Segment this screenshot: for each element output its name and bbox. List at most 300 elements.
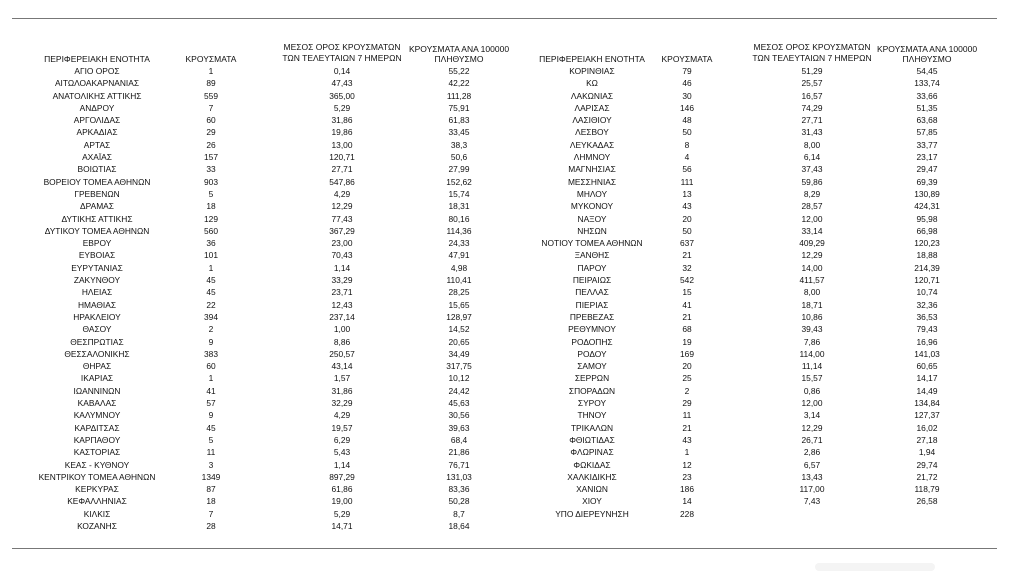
per100k-cell: 36,53 <box>916 311 938 322</box>
per100k-cell: 111,28 <box>446 90 472 101</box>
per100k-cell: 54,45 <box>916 66 938 76</box>
avg-cell: 27,71 <box>331 164 353 175</box>
avg-cell: 409,29 <box>799 238 825 249</box>
per100k-cell: 33,66 <box>916 90 938 101</box>
avg-cell: 28,57 <box>801 201 823 212</box>
per100k-cell: 27,99 <box>448 164 470 175</box>
cases-cell: 32 <box>682 262 692 273</box>
avg-cell: 411,57 <box>799 275 825 286</box>
region-cell: ΚΕΦΑΛΛΗΝΙΑΣ <box>67 496 127 507</box>
per100k-cell: 120,71 <box>914 275 940 286</box>
cases-cell: 11 <box>682 410 692 421</box>
cases-cell: 903 <box>204 176 218 187</box>
avg-cell: 0,86 <box>803 385 821 396</box>
cases-cell: 45 <box>206 275 216 286</box>
cases-cell: 4 <box>684 152 690 163</box>
region-cell: ΜΥΚΟΝΟΥ <box>570 201 614 212</box>
region-cell: ΠΑΡΟΥ <box>577 262 607 273</box>
cases-cell: 89 <box>206 78 216 89</box>
cases-cell: 157 <box>204 152 218 163</box>
cases-cell: 29 <box>206 127 216 138</box>
avg-cell: 0,14 <box>333 66 351 76</box>
region-cell: ΑΡΤΑΣ <box>83 139 111 150</box>
avg-cell: 6,57 <box>803 459 821 470</box>
region-cell: ΑΝΔΡΟΥ <box>79 102 115 113</box>
cases-cell: 21 <box>682 250 692 261</box>
per100k-cell: 42,22 <box>448 78 470 89</box>
per100k-cell: 8,7 <box>453 508 465 519</box>
cases-cell: 8 <box>684 139 690 150</box>
per100k-cell: 15,65 <box>448 299 470 310</box>
region-cell: ΧΑΝΙΩΝ <box>576 484 608 495</box>
cases-cell: 394 <box>204 311 218 322</box>
region-cell: ΣΥΡΟΥ <box>577 398 607 409</box>
region-cell: ΛΑΡΙΣΑΣ <box>574 102 610 113</box>
per100k-cell: 18,88 <box>916 250 938 261</box>
region-cell: ΗΡΑΚΛΕΙΟΥ <box>73 311 121 322</box>
per100k-cell: 20,65 <box>448 336 470 347</box>
per100k-cell: 128,97 <box>446 311 472 322</box>
per100k-cell: 76,71 <box>448 459 470 470</box>
region-cell: ΚΕΝΤΡΙΚΟΥ ΤΟΜΕΑ ΑΘΗΝΩΝ <box>38 471 156 482</box>
per100k-cell: 45,63 <box>448 398 470 409</box>
cases-cell: 45 <box>206 422 216 433</box>
avg-cell: 6,29 <box>333 434 351 445</box>
region-cell: ΚΙΛΚΙΣ <box>83 508 111 519</box>
cases-cell: 21 <box>682 311 692 322</box>
avg-cell: 18,71 <box>801 299 823 310</box>
cases-cell: 41 <box>206 385 216 396</box>
per100k-cell: 60,65 <box>916 361 938 372</box>
avg-cell: 61,86 <box>331 484 353 495</box>
region-cell: ΕΒΡΟΥ <box>82 238 112 249</box>
avg-cell: 31,43 <box>801 127 823 138</box>
region-cell: ΠΕΛΛΑΣ <box>575 287 609 298</box>
region-cell: ΑΓΙΟ ΟΡΟΣ <box>74 66 120 76</box>
header-per100k <box>862 44 992 64</box>
avg-cell: 1,57 <box>333 373 351 384</box>
region-cell: ΜΕΣΣΗΝΙΑΣ <box>567 176 617 187</box>
region-cell: ΝΗΣΩΝ <box>577 225 607 236</box>
avg-cell: 6,14 <box>803 152 821 163</box>
cases-cell: 9 <box>208 410 214 421</box>
avg-cell: 23,00 <box>331 238 353 249</box>
avg-cell: 5,29 <box>333 102 351 113</box>
cases-cell: 23 <box>682 471 692 482</box>
avg-cell: 47,43 <box>331 78 353 89</box>
region-cell: ΣΠΟΡΑΔΩΝ <box>568 385 616 396</box>
cases-cell: 2 <box>684 385 690 396</box>
cases-cell: 41 <box>682 299 692 310</box>
per100k-cell: 214,39 <box>914 262 940 273</box>
header-avg-line2: ΤΩΝ ΤΕΛΕΥΤΑΙΩΝ 7 ΗΜΕΡΩΝ <box>282 53 402 63</box>
avg-cell: 7,86 <box>803 336 821 347</box>
cases-cell: 13 <box>682 188 692 199</box>
cases-cell: 50 <box>682 127 692 138</box>
region-cell: ΑΝΑΤΟΛΙΚΗΣ ΑΤΤΙΚΗΣ <box>52 90 142 101</box>
region-cell: ΘΕΣΣΑΛΟΝΙΚΗΣ <box>64 348 130 359</box>
avg-cell: 33,14 <box>801 225 823 236</box>
cases-cell: 383 <box>204 348 218 359</box>
per100k-cell: 18,31 <box>448 201 470 212</box>
cases-cell: 36 <box>206 238 216 249</box>
region-cell: ΠΡΕΒΕΖΑΣ <box>569 311 615 322</box>
per100k-cell: 15,74 <box>448 188 470 199</box>
per100k-cell: 424,31 <box>914 201 940 212</box>
cases-cell: 56 <box>682 164 692 175</box>
cases-cell: 7 <box>208 508 214 519</box>
region-cell: ΔΥΤΙΚΗΣ ΑΤΤΙΚΗΣ <box>61 213 133 224</box>
per100k-cell: 30,56 <box>448 410 470 421</box>
avg-cell: 26,71 <box>801 434 823 445</box>
bottom-rule <box>12 548 997 549</box>
region-cell: ΘΗΡΑΣ <box>82 361 112 372</box>
region-cell: ΚΩ <box>586 78 598 89</box>
avg-cell: 16,57 <box>801 90 823 101</box>
cases-cell: 5 <box>208 188 214 199</box>
header-avg-line2: ΤΩΝ ΤΕΛΕΥΤΑΙΩΝ 7 ΗΜΕΡΩΝ <box>752 53 872 63</box>
region-cell: ΣΕΡΡΩΝ <box>574 373 610 384</box>
region-cell: ΘΕΣΠΡΩΤΙΑΣ <box>70 336 124 347</box>
region-cell: ΚΕΡΚΥΡΑΣ <box>75 484 119 495</box>
cases-cell: 20 <box>682 361 692 372</box>
per100k-cell: 110,41 <box>446 275 472 286</box>
avg-cell: 25,57 <box>801 78 823 89</box>
per100k-cell: 18,64 <box>448 520 470 531</box>
top-rule <box>12 18 997 19</box>
header-per-line2: ΠΛΗΘΥΣΜΟ <box>902 54 952 64</box>
region-cell: ΠΙΕΡΙΑΣ <box>575 299 609 310</box>
avg-cell: 39,43 <box>801 324 823 335</box>
region-cell: ΛΑΚΩΝΙΑΣ <box>570 90 614 101</box>
cases-cell: 111 <box>680 176 694 187</box>
per100k-cell: 47,91 <box>448 250 470 261</box>
region-cell: ΝΟΤΙΟΥ ΤΟΜΕΑ ΑΘΗΝΩΝ <box>541 238 643 249</box>
avg-cell: 14,71 <box>331 520 353 531</box>
cases-cell: 28 <box>206 520 216 531</box>
cases-cell: 26 <box>206 139 216 150</box>
cases-cell: 50 <box>682 225 692 236</box>
cases-cell: 45 <box>206 287 216 298</box>
region-cell: ΛΗΜΝΟΥ <box>573 152 611 163</box>
per100k-cell: 14,49 <box>916 385 938 396</box>
region-cell: ΕΥΡΥΤΑΝΙΑΣ <box>71 262 123 273</box>
region-cell: ΗΜΑΘΙΑΣ <box>77 299 117 310</box>
region-cell: ΒΟΙΩΤΙΑΣ <box>77 164 117 175</box>
per100k-cell: 133,74 <box>914 78 940 89</box>
cases-cell: 87 <box>206 484 216 495</box>
avg-cell: 12,00 <box>801 213 823 224</box>
region-cell: ΗΛΕΙΑΣ <box>81 287 113 298</box>
avg-cell: 13,00 <box>331 139 353 150</box>
per100k-cell: 130,89 <box>914 188 940 199</box>
cases-cell: 57 <box>206 398 216 409</box>
cases-cell: 46 <box>682 78 692 89</box>
cases-cell: 637 <box>680 238 694 249</box>
cases-cell: 25 <box>682 373 692 384</box>
avg-cell: 12,29 <box>801 422 823 433</box>
avg-cell: 27,71 <box>801 115 823 126</box>
avg-cell: 237,14 <box>329 311 355 322</box>
region-cell: ΧΑΛΚΙΔΙΚΗΣ <box>567 471 617 482</box>
avg-cell: 1,14 <box>333 459 351 470</box>
per100k-cell: 24,42 <box>448 385 470 396</box>
avg-cell: 59,86 <box>801 176 823 187</box>
avg-cell: 13,43 <box>801 471 823 482</box>
cases-cell: 60 <box>206 361 216 372</box>
per100k-cell: 141,03 <box>914 348 940 359</box>
avg-cell: 14,00 <box>801 262 823 273</box>
per100k-cell: 50,6 <box>450 152 468 163</box>
region-cell: ΔΡΑΜΑΣ <box>80 201 114 212</box>
per100k-cell: 69,39 <box>916 176 938 187</box>
per100k-cell: 118,79 <box>914 484 940 495</box>
cases-cell: 68 <box>682 324 692 335</box>
per100k-cell: 317,75 <box>446 361 472 372</box>
avg-cell: 120,71 <box>329 152 355 163</box>
per100k-cell: 114,36 <box>446 225 472 236</box>
per100k-cell: 63,68 <box>916 115 938 126</box>
cases-cell: 5 <box>208 434 214 445</box>
region-cell: ΚΑΡΠΑΘΟΥ <box>73 434 121 445</box>
region-cell: ΛΕΣΒΟΥ <box>575 127 609 138</box>
avg-cell: 2,86 <box>803 447 821 458</box>
cases-cell: 43 <box>682 201 692 212</box>
avg-cell: 5,43 <box>333 447 351 458</box>
cases-cell: 560 <box>204 225 218 236</box>
avg-cell: 1,14 <box>333 262 351 273</box>
region-cell: ΑΧΑΪΑΣ <box>82 152 112 163</box>
cases-cell: 12 <box>682 459 692 470</box>
cases-cell: 30 <box>682 90 692 101</box>
region-cell: ΞΑΝΘΗΣ <box>574 250 610 261</box>
per100k-cell: 16,02 <box>916 422 938 433</box>
cases-cell: 60 <box>206 115 216 126</box>
per100k-cell: 131,03 <box>446 471 472 482</box>
avg-cell: 547,86 <box>329 176 355 187</box>
avg-cell: 7,43 <box>803 496 821 507</box>
per100k-cell: 120,23 <box>914 238 940 249</box>
region-cell: ΦΘΙΩΤΙΔΑΣ <box>569 434 615 445</box>
cases-cell: 11 <box>206 447 216 458</box>
per100k-cell: 24,33 <box>448 238 470 249</box>
region-cell: ΝΑΞΟΥ <box>577 213 607 224</box>
per100k-cell: 14,52 <box>448 324 470 335</box>
header-avg <box>277 42 407 64</box>
region-cell: ΓΡΕΒΕΝΩΝ <box>74 188 120 199</box>
per100k-cell: 16,96 <box>916 336 938 347</box>
header-per-line1: ΚΡΟΥΣΜΑΤΑ ΑΝΑ 100000 <box>408 44 510 54</box>
per100k-cell: 32,36 <box>916 299 938 310</box>
cases-cell: 15 <box>682 287 692 298</box>
per100k-cell: 51,35 <box>916 102 938 113</box>
avg-cell: 250,57 <box>329 348 355 359</box>
region-cell: ΚΟΖΑΝΗΣ <box>77 520 117 531</box>
per100k-cell: 79,43 <box>916 324 938 335</box>
avg-cell: 31,86 <box>331 385 353 396</box>
region-cell: ΒΟΡΕΙΟΥ ΤΟΜΕΑ ΑΘΗΝΩΝ <box>43 176 151 187</box>
cases-cell: 33 <box>206 164 216 175</box>
per100k-cell: 57,85 <box>916 127 938 138</box>
avg-cell: 367,29 <box>329 225 355 236</box>
cases-cell: 20 <box>682 213 692 224</box>
per100k-cell: 29,74 <box>916 459 938 470</box>
per100k-cell: 14,17 <box>916 373 938 384</box>
avg-cell: 11,14 <box>801 361 823 372</box>
header-per-line1: ΚΡΟΥΣΜΑΤΑ ΑΝΑ 100000 <box>876 44 978 54</box>
region-cell: ΠΕΙΡΑΙΩΣ <box>572 275 612 286</box>
region-cell: ΡΟΔΟΥ <box>577 348 607 359</box>
per100k-cell: 29,47 <box>916 164 938 175</box>
avg-cell: 8,00 <box>803 287 821 298</box>
cases-cell: 43 <box>682 434 692 445</box>
cases-cell: 19 <box>682 336 692 347</box>
cases-cell: 542 <box>680 275 694 286</box>
region-cell: ΡΕΘΥΜΝΟΥ <box>568 324 616 335</box>
region-cell: ΚΑΣΤΟΡΙΑΣ <box>73 447 121 458</box>
avg-cell: 19,57 <box>331 422 353 433</box>
cases-cell: 9 <box>208 336 214 347</box>
per100k-cell: 75,91 <box>448 102 470 113</box>
avg-cell: 12,00 <box>801 398 823 409</box>
cases-cell: 1 <box>684 447 690 458</box>
per100k-cell: 28,25 <box>448 287 470 298</box>
cases-cell: 3 <box>208 459 214 470</box>
avg-cell: 32,29 <box>331 398 353 409</box>
avg-cell: 74,29 <box>801 102 823 113</box>
per100k-cell: 21,72 <box>916 471 938 482</box>
per100k-cell: 10,74 <box>916 287 938 298</box>
avg-cell: 4,29 <box>333 188 351 199</box>
region-cell: ΚΕΑΣ - ΚΥΘΝΟΥ <box>64 459 130 470</box>
scan-smudge <box>815 563 935 571</box>
header-region: ΠΕΡΙΦΕΡΕΙΑΚΗ ΕΝΟΤΗΤΑ <box>44 54 150 64</box>
cases-cell: 14 <box>682 496 692 507</box>
per100k-cell: 38,3 <box>450 139 468 150</box>
avg-cell: 31,86 <box>331 115 353 126</box>
per100k-cell: 134,84 <box>914 398 940 409</box>
avg-cell: 114,00 <box>799 348 825 359</box>
region-cell: ΦΩΚΙΔΑΣ <box>573 459 611 470</box>
region-cell: ΜΑΓΝΗΣΙΑΣ <box>568 164 616 175</box>
per100k-cell: 152,62 <box>446 176 472 187</box>
avg-cell: 12,29 <box>801 250 823 261</box>
cases-cell: 101 <box>204 250 218 261</box>
header-avg-line1: ΜΕΣΟΣ ΟΡΟΣ ΚΡΟΥΣΜΑΤΩΝ <box>283 42 401 52</box>
per100k-cell: 23,17 <box>916 152 938 163</box>
cases-cell: 169 <box>680 348 694 359</box>
avg-cell: 23,71 <box>331 287 353 298</box>
per100k-cell: 26,58 <box>916 496 938 507</box>
per100k-cell: 68,4 <box>450 434 468 445</box>
avg-cell: 10,86 <box>801 311 823 322</box>
region-cell: ΑΙΤΩΛΟΑΚΑΡΝΑΝΙΑΣ <box>54 78 140 89</box>
avg-cell: 33,29 <box>331 275 353 286</box>
region-cell: ΣΑΜΟΥ <box>577 361 607 372</box>
region-cell: ΦΛΩΡΙΝΑΣ <box>570 447 614 458</box>
cases-cell: 186 <box>680 484 694 495</box>
header-region: ΠΕΡΙΦΕΡΕΙΑΚΗ ΕΝΟΤΗΤΑ <box>539 54 645 64</box>
region-cell: ΑΡΓΟΛΙΔΑΣ <box>73 115 121 126</box>
avg-cell: 15,57 <box>801 373 823 384</box>
per100k-cell: 34,49 <box>448 348 470 359</box>
avg-cell: 117,00 <box>799 484 825 495</box>
per100k-cell: 33,45 <box>448 127 470 138</box>
avg-cell: 8,86 <box>333 336 351 347</box>
avg-cell: 12,29 <box>331 201 353 212</box>
avg-cell: 365,00 <box>329 90 355 101</box>
per100k-cell: 1,94 <box>918 447 936 458</box>
avg-cell: 43,14 <box>331 361 353 372</box>
cases-cell: 22 <box>206 299 216 310</box>
avg-cell: 51,29 <box>801 66 823 76</box>
cases-cell: 2 <box>208 324 214 335</box>
region-cell: ΖΑΚΥΝΘΟΥ <box>73 275 121 286</box>
header-avg-line1: ΜΕΣΟΣ ΟΡΟΣ ΚΡΟΥΣΜΑΤΩΝ <box>753 42 871 52</box>
avg-cell: 77,43 <box>331 213 353 224</box>
cases-cell: 1 <box>208 262 214 273</box>
cases-cell: 1349 <box>201 471 221 482</box>
region-cell: ΛΕΥΚΑΔΑΣ <box>569 139 615 150</box>
avg-cell: 8,00 <box>803 139 821 150</box>
region-cell: ΜΗΛΟΥ <box>576 188 608 199</box>
avg-cell: 5,29 <box>333 508 351 519</box>
per100k-cell: 50,28 <box>448 496 470 507</box>
region-cell: ΚΑΛΥΜΝΟΥ <box>73 410 121 421</box>
region-cell: ΛΑΣΙΘΙΟΥ <box>572 115 612 126</box>
avg-cell: 70,43 <box>331 250 353 261</box>
per100k-cell: 27,18 <box>916 434 938 445</box>
header-avg <box>747 42 877 64</box>
cases-cell: 21 <box>682 422 692 433</box>
cases-cell: 1 <box>208 66 214 76</box>
header-per100k <box>400 44 518 64</box>
avg-cell: 19,86 <box>331 127 353 138</box>
avg-cell: 8,29 <box>803 188 821 199</box>
region-cell: ΙΩΑΝΝΙΝΩΝ <box>73 385 121 396</box>
per100k-cell: 4,98 <box>450 262 468 273</box>
cases-cell: 29 <box>682 398 692 409</box>
per100k-cell: 127,37 <box>914 410 940 421</box>
region-cell: ΚΑΒΑΛΑΣ <box>77 398 117 409</box>
cases-cell: 18 <box>206 201 216 212</box>
cases-cell: 146 <box>680 102 694 113</box>
region-cell: ΤΡΙΚΑΛΩΝ <box>570 422 614 433</box>
cases-cell: 129 <box>204 213 218 224</box>
region-cell: ΑΡΚΑΔΙΑΣ <box>76 127 118 138</box>
region-cell: ΔΥΤΙΚΟΥ ΤΟΜΕΑ ΑΘΗΝΩΝ <box>44 225 150 236</box>
region-cell: ΕΥΒΟΙΑΣ <box>78 250 116 261</box>
per100k-cell: 21,86 <box>448 447 470 458</box>
region-cell: ΘΑΣΟΥ <box>82 324 112 335</box>
per100k-cell: 10,12 <box>448 373 470 384</box>
avg-cell: 12,43 <box>331 299 353 310</box>
per100k-cell: 33,77 <box>916 139 938 150</box>
avg-cell: 897,29 <box>329 471 355 482</box>
avg-cell: 3,14 <box>803 410 821 421</box>
region-cell: ΚΑΡΔΙΤΣΑΣ <box>74 422 120 433</box>
per100k-cell: 39,63 <box>448 422 470 433</box>
cases-cell: 79 <box>682 66 692 76</box>
cases-cell: 559 <box>204 90 218 101</box>
cases-cell: 7 <box>208 102 214 113</box>
header-per-line2: ΠΛΗΘΥΣΜΟ <box>434 54 484 64</box>
per100k-cell: 95,98 <box>916 213 938 224</box>
per100k-cell: 66,98 <box>916 225 938 236</box>
header-cases: ΚΡΟΥΣΜΑΤΑ <box>185 54 237 64</box>
region-cell: ΚΟΡΙΝΘΙΑΣ <box>569 66 615 76</box>
cases-cell: 1 <box>208 373 214 384</box>
